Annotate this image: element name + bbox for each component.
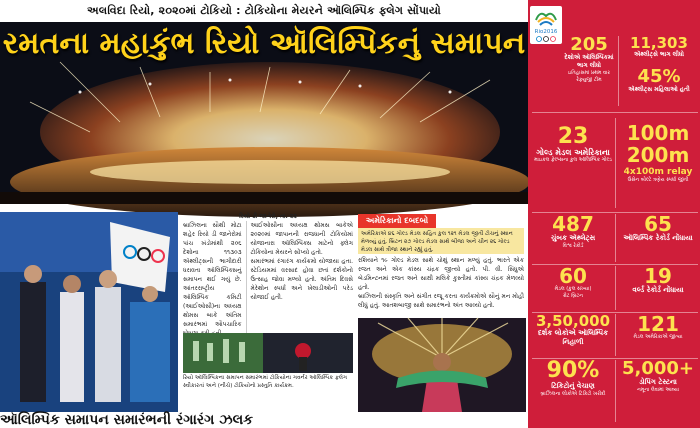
flag-handover-image (0, 212, 178, 412)
article-paragraph: આઈઓસીના અધ્યક્ષ થોમસ બાકેએ ૨૦૨૦માં જાપાનની રાજધાની ટોકિયોમાં યોજાનારા ઑલિમ્પિક્સ માટેનો ફ્લેગ ટોકિયોના મેયરને સોંપ્યો હતો. (250, 222, 353, 256)
tokyo-show-image (183, 333, 353, 373)
rio2016-logo (530, 6, 562, 44)
stat-bolt-events: 100m 200m 4x100m relay ઉસેન બોલ્ટે ત્રણેય સ્પર્ધા જીતી (623, 121, 693, 183)
stat-countries: 205 દેશોએ ઑલિમ્પિકમાં ભાગ લીધો ઇતિહાસમાં પ્રથમ વાર રેફ્યુજી ટીમ (564, 34, 614, 83)
logo-text: Rio2016 (534, 29, 558, 35)
stat-olympic-records: 65 ઑલિમ્પિક રેકોર્ડ નોંધાયા (623, 212, 693, 242)
stat-women: 45% ઍથ્લીટ્સ મહિલાઓ હતી (628, 66, 690, 93)
carnival-dancer-image (358, 318, 526, 412)
article-paragraph: બ્રાઝિલના સૌથી મોટા શહેર રિયો ડી જાનેરોમાં પાંચ ખંડોમાંથી ૨૦૬ દેશોના ૧૧૩૦૩ ઍથ્લીટ્સની ભાગીદારી ધરાવતા ઑલિમ્પિક્સનું સમાપન થઈ ગયું છે. આંતરરાષ્ટ્રીય ઑલિમ્પિક કમિટી (આઈઓસી)ના અધ્યક્ષ થોમસ બાકે અંતિમ સમારંભમાં ઔપચારિક (183, 222, 242, 328)
main-headline: રમતના મહાકુંભ રિયો ઑલિમ્પિકનું સમાપન (2, 26, 526, 61)
stat-gold-medals: 23 ગોલ્ડ મેડલ અમેરિકાના માઇકલ ફેલ્પ્સના કુલ ઑલિમ્પિક ગોલ્ડ (534, 124, 612, 163)
article-paragraph: બ્રાઝિલની સંસ્કૃતિ અને સંગીત રજૂ કરતા કાર્યક્રમોએ સૌનું મન મોહી લીધું હતું. આતશબાજી સાથે સમારંભનો અંત આવ્યો હતો. (358, 293, 524, 309)
stat-spectators: 3,50,000 દર્શક લોકોએ ઑલિમ્પિક નિહાળી (535, 312, 611, 346)
stat-world-records: 19 વર્લ્ડ રેકોર્ડ નોંધાયા (632, 264, 684, 294)
carnival-dancer-photo (358, 318, 526, 412)
bottom-strip-text: ઑલિમ્પિક સમાપન સમારંભની રંગારંગ ઝલક (0, 412, 254, 428)
stat-doping-tests: 5,000+ ડોપિંગ ટેસ્ટના નમૂના લેવામાં આવ્યા (621, 358, 695, 393)
photo-caption: રિયો ઑલિમ્પિકના સમાપન સમારંભમાં ટોકિયોના ગવર્નર ઑલિમ્પિક ફ્લેગ સ્વીકારતાં અને (નીચે) ટોકિયોનો પ્રસ્તુતિ કાર્યક્રમ. (183, 375, 348, 389)
tokyo-show-photo (183, 333, 353, 373)
flag-handover-photo (0, 212, 178, 412)
stat-tickets: 90% ટિકિટોનું વેચાણ બ્રાઝિલના લોકોએ ટિકિટો ખરીદી (540, 358, 606, 397)
kicker-headline: અલવિદા રિયો, ૨૦૨૦માં ટોકિયો : ટોકિયોના મેયરને ઑલિમ્પિક ફ્લેગ સોંપાયો (87, 4, 441, 17)
article-column-1 (183, 212, 353, 332)
america-section-heading: અમેરિકાનો દબદબો (358, 214, 436, 228)
america-highlight-box: અમેરિકાએ ૪૬ ગોલ્ડ મેડલ સહિત કુલ ૧૨૧ મેડલ જીતી ટોચનું સ્થાન મેળવ્યું હતું. બ્રિટન ૨૭ ગોલ્ડ મેડલ સાથે બીજા અને ચીન ૨૬ ગોલ્ડ મેડલ સાથે ત્રીજા સ્થાને રહ્યું હતું. (358, 228, 524, 254)
stat-487: 487 ચુંબક ઍથ્લેટ્સ વિશ્વ રેકોર્ડ (550, 212, 596, 249)
stat-60-medals: 60 મેડલ (કુલ સંખ્યા) ગ્રેટ બ્રિટન (554, 264, 592, 299)
olympic-rings-icon (530, 6, 562, 44)
article-paragraph: સમારંભમાં રંગારંગ કાર્યક્રમો યોજાયા હતા. સ્ટેડિયમમાં વરસાદ હોવા છતાં દર્શકોનો ઉત્સાહ જોવા મળ્યો હતો. અંતિમ દિવસે મેરેથોન સ્પર્ધા અને ખેલાડીઓની પરેડ યોજાઈ હતી. (250, 258, 353, 301)
article-column-3 (358, 256, 524, 316)
stat-us-medals: 121 મેડલ અમેરિકાએ જીત્યા (633, 312, 683, 340)
article-paragraph: રશિયાને ૧૯ ગોલ્ડ મેડલ સાથે ચોથું સ્થાન મળ્યું હતું. ભારતે એક રજત અને એક કાંસ્ય ચંદ્રક જીત્યો હતો. પી. વી. સિંધુએ બેડમિન્ટનમાં રજત અને સાક્ષી મલિકે કુસ્તીમાં કાંસ્ય ચંદ્રક મેળવ્યો હતો. (358, 257, 524, 291)
dateline: રિયો ડી જાનેરો, તા. ૨૨ (239, 213, 297, 220)
stat-athletes: 11,303 ઍથ્લીટ્સે ભાગ લીધો (630, 34, 688, 58)
